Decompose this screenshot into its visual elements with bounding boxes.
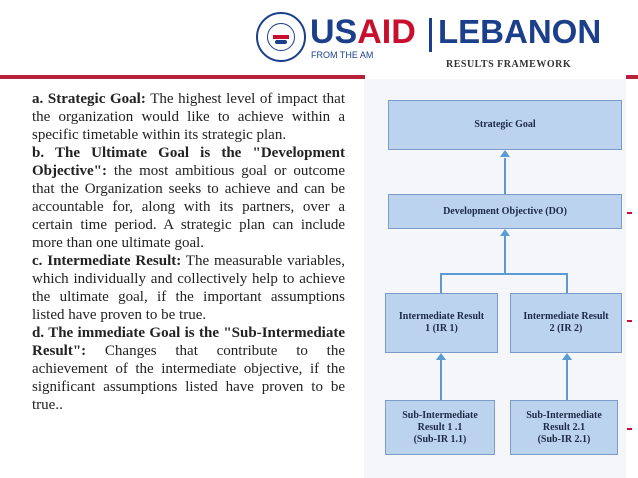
box-label-line: Result 2.1 [542, 421, 586, 433]
box-label-line: 1 (IR 1) [425, 323, 458, 334]
arrow-up-icon [436, 353, 446, 360]
box-label-line: Sub-Intermediate [402, 409, 478, 421]
box-sub-intermediate-result-2-1 [510, 400, 618, 455]
framework-title: RESULTS FRAMEWORK [446, 59, 572, 70]
connector-sub2-to-ir2 [566, 360, 568, 400]
definition-c [32, 252, 345, 324]
header-red-rule [0, 75, 365, 79]
box-label-line: (Sub-IR 1.1) [413, 433, 467, 445]
box-strategic-goal [388, 100, 622, 150]
definition-label: a. Strategic Goal: [32, 91, 146, 107]
definition-label: b. The Ultimate Goal is the "Development Objective": [32, 145, 345, 179]
box-label [402, 410, 478, 446]
edge-tick-mark [627, 212, 632, 214]
definition-body: Changes that contribute to the achievement of the intermediate objective, if the significant assumptions listed have proven to be true.. [32, 343, 345, 413]
definition-b [32, 144, 345, 252]
definition-a [32, 90, 345, 144]
box-label-line: Intermediate Result [398, 311, 485, 322]
connector-ir2-up [566, 273, 568, 293]
box-label-line: Result 1 .1 [417, 421, 463, 433]
box-label [523, 311, 608, 335]
box-label-line: Sub-Intermediate [526, 409, 602, 421]
connector-ir1-up [440, 273, 442, 293]
box-label: Strategic Goal [474, 119, 536, 130]
definition-label: c. Intermediate Result: [32, 253, 182, 269]
edge-tick-mark [627, 320, 632, 322]
box-label-line: (Sub-IR 2.1) [537, 433, 591, 445]
definition-body: The measurable variables, which individually and collectively help to achieve the ultimate goal, if the important assumptions listed have proven to be true. [32, 253, 345, 323]
box-intermediate-result-2 [510, 293, 622, 353]
arrow-up-icon [500, 229, 510, 236]
logo-tagline: FROM THE AM [311, 50, 374, 60]
connector-sub1-to-ir1 [440, 360, 442, 400]
box-development-objective [388, 194, 622, 229]
edge-tick-mark [627, 428, 632, 430]
box-sub-intermediate-result-1-1 [385, 400, 495, 455]
box-label-line: Intermediate Result [523, 311, 609, 322]
connector-ir-horizontal [440, 273, 568, 275]
definition-body: the most ambitious goal or outcome that the Organization seeks to achieve and can be accountable for, along with its partners, over a certain time period. A strategic plan can include more than one ultimate goal. [32, 163, 345, 251]
header-red-rule-right [626, 75, 638, 79]
arrow-up-icon [562, 353, 572, 360]
box-label-line: 2 (IR 2) [549, 323, 583, 334]
definition-label: d. The immediate Goal is the "Sub-Intermediate Result": [32, 325, 345, 359]
box-label: Development Objective (DO) [443, 205, 567, 217]
box-label [526, 410, 602, 446]
connector-ir-to-do [504, 236, 506, 274]
connector-do-to-goal [504, 158, 506, 194]
definitions-text [32, 90, 345, 414]
box-label [399, 311, 484, 335]
logo-country-text: LEBANON [438, 13, 602, 50]
logo-us-text: US [310, 13, 358, 51]
logo-divider [429, 18, 432, 52]
usaid-logo [310, 14, 416, 50]
definition-body: The highest level of impact that the organization would like to achieve within a specific timetable within its strategic plan. [32, 91, 345, 143]
arrow-up-icon [500, 150, 510, 157]
definition-d [32, 324, 345, 414]
logo-aid-text: AID [357, 13, 416, 51]
usaid-seal-icon [256, 12, 306, 62]
box-intermediate-result-1 [385, 293, 498, 353]
